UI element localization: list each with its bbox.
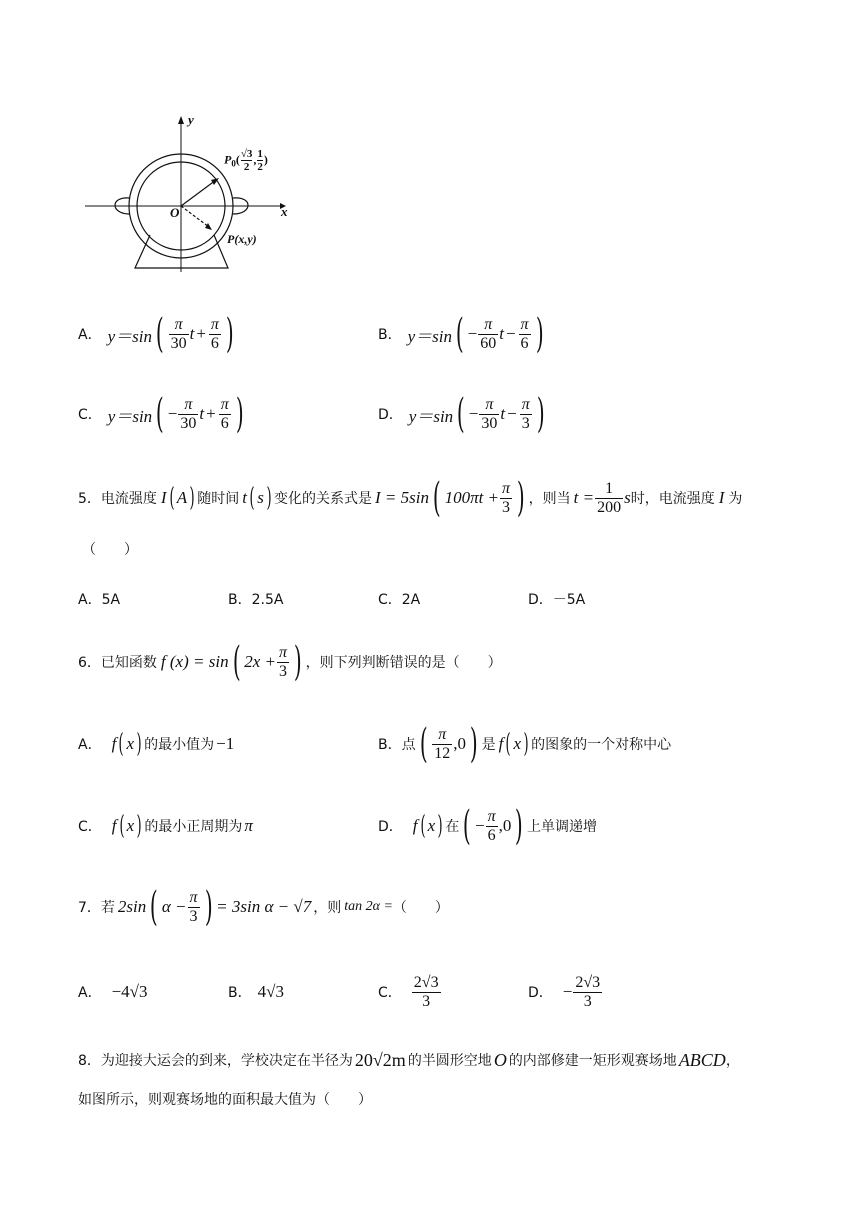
ferris-wheel-figure [80, 110, 320, 280]
q8-stem-line2: 如图所示，则观赛场地的面积最大值为（ ） [78, 1092, 372, 1108]
q7-option-d[interactable]: D． − $\frac{2√3}{3}$ [528, 973, 601, 1010]
q5-option-c[interactable]: C．2A [378, 592, 421, 608]
q7-option-a[interactable]: A． −4√3 [78, 982, 148, 1001]
origin-label: O [170, 205, 180, 220]
q6-option-d[interactable]: D． f ( x ) 在 ( − $\frac{\pi}{6}$ ,0 ) 上单调递增 [378, 803, 597, 849]
q6-option-b[interactable]: B．点 ( $\frac{\pi}{12}$ ,0 ) 是 f ( x ) 的图象的一个对称中心 [378, 721, 672, 767]
ferris-wheel-diagram [80, 110, 320, 280]
q4-option-b[interactable]: B． y＝sin ( − $\frac{\pi}{60}$ t − $\frac{\pi}{6}$ ) [378, 311, 544, 357]
y-axis-label: y [188, 112, 194, 127]
q6-option-c[interactable]: C． f ( x ) 的最小正周期为 π [78, 811, 253, 841]
q8-stem-line1: 8． 为迎接大运会的到来，学校决定在半径为 20√2m 的半圆形空地 O 的内部修建一矩形观赛场地 ABCD ， [78, 1049, 740, 1070]
q6-stem: 6． 已知函数 f (x) = sin ( 2x + $\frac{\pi}{3}$ ) ，则下列判断错误的是（ ） [78, 639, 502, 685]
q4-option-c[interactable]: C． y＝sin ( − $\frac{\pi}{30}$ t + $\frac{\pi}{6}$ ) [78, 391, 244, 437]
q6-option-a[interactable]: A． f ( x ) 的最小值为 −1 [78, 729, 235, 759]
q5-option-d[interactable]: D．－5A [528, 592, 586, 608]
p-label: P(x,y) [227, 232, 257, 246]
q7-option-b[interactable]: B． 4√3 [228, 982, 284, 1001]
q5-option-a[interactable]: A．5A [78, 592, 121, 608]
p0-label: $P_0$( $\frac{√3}{2}$ , $\frac{1}{2}$ ) [224, 148, 268, 173]
q7-option-c[interactable]: C． $\frac{2√3}{3}$ [378, 973, 439, 1010]
x-axis-label: x [281, 204, 288, 219]
q5-stem: 5． 电流强度 I ( A ) 随时间 t ( s ) 变化的关系式是 I = 5sin ( 100πt + $\frac{\pi}{3}$ ) ，则当 t = $\frac{1}{200}$ s 时，电流强度 I 为 [78, 475, 743, 521]
q4-option-d[interactable]: D． y＝sin ( − $\frac{\pi}{30}$ t − $\frac{\pi}{3}$ ) [378, 391, 545, 437]
q5-option-b[interactable]: B．2.5A [228, 592, 284, 608]
q5-blank: （ ） [82, 542, 138, 558]
q4-option-a[interactable]: A． y＝sin ( $\frac{\pi}{30}$ t + $\frac{\pi}{6}$ ) [78, 311, 234, 357]
q7-stem: 7． 若 2sin ( α − $\frac{\pi}{3}$ ) = 3sin α − √7 ，则 tan 2α = （ ） [78, 884, 449, 930]
